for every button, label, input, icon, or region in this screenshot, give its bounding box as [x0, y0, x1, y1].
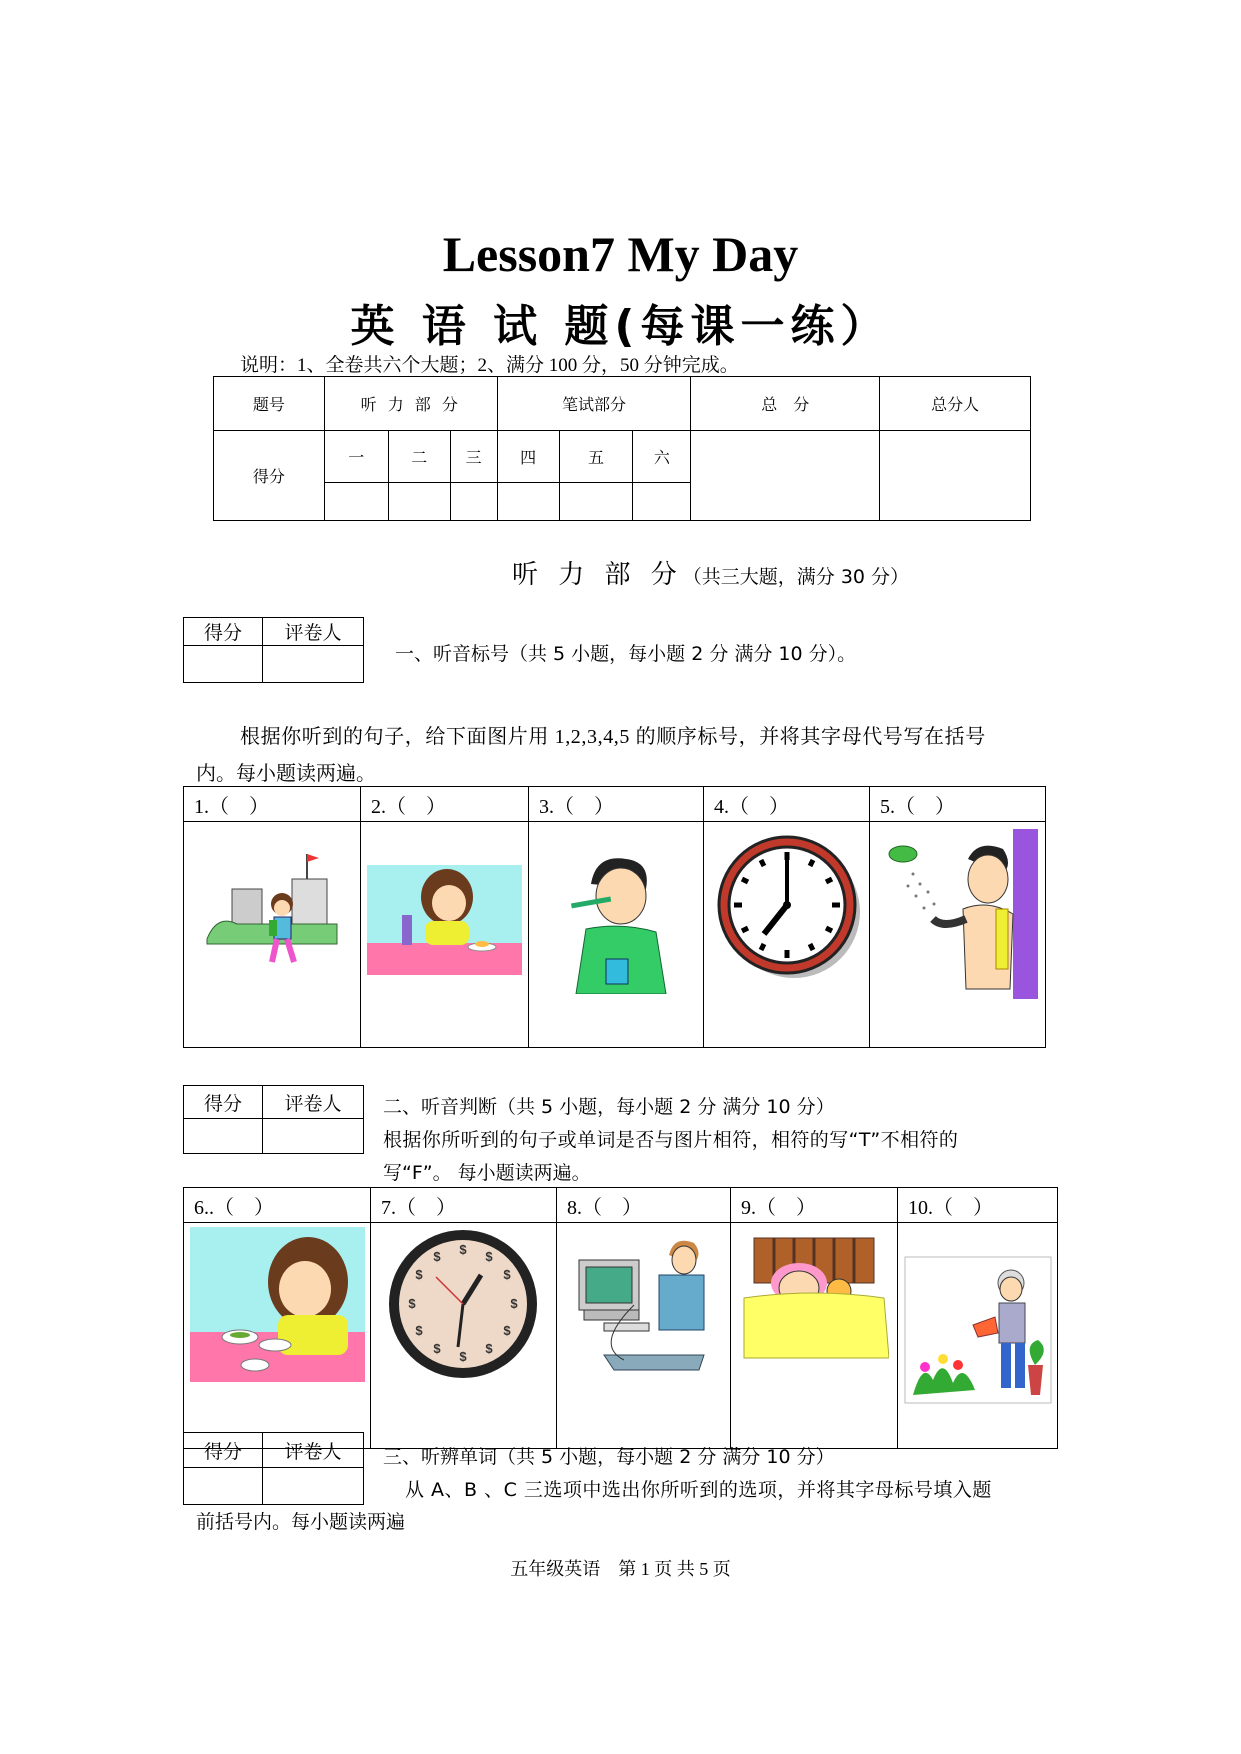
score-table — [213, 376, 1031, 521]
item-5-picture — [870, 822, 1046, 1048]
grader-score-label: 得分 — [184, 618, 263, 646]
grader-reviewer-input[interactable] — [263, 1468, 364, 1505]
grader-reviewer-label: 评卷人 — [263, 1433, 364, 1468]
item-1-label: 1.（ ） — [184, 787, 361, 822]
item-7-picture — [371, 1223, 557, 1449]
svg-text:$: $ — [503, 1267, 511, 1282]
part2-title: 二、听音判断（共 5 小题，每小题 2 分 满分 10 分） — [383, 1096, 835, 1118]
girl-sleeping-icon — [739, 1233, 889, 1363]
svg-text:$: $ — [433, 1341, 441, 1356]
grader-score-label: 得分 — [184, 1433, 263, 1468]
part1-desc-line1: 根据你听到的句子，给下面图片用 1,2,3,4,5 的顺序标号，并将其字母代号写在括号 — [240, 726, 986, 748]
part2-picture-table — [183, 1187, 1058, 1449]
boy-computer-icon — [574, 1235, 714, 1375]
svg-text:$: $ — [485, 1341, 493, 1356]
item-7-label: 7.（ ） — [371, 1188, 557, 1223]
wall-clock-icon — [386, 1227, 541, 1382]
part2-desc-line2: 写“F”。 每小题读两遍。 — [383, 1162, 591, 1184]
section-3: 三 — [450, 431, 497, 483]
svg-text:$: $ — [459, 1242, 467, 1257]
part3-desc-line2: 前括号内。每小题读两遍 — [196, 1511, 406, 1533]
grader-box-1 — [183, 617, 364, 683]
item-8-label: 8.（ ） — [557, 1188, 731, 1223]
part3-title: 三、听辨单词（共 5 小题，每小题 2 分 满分 10 分） — [383, 1446, 835, 1468]
section-2: 二 — [388, 431, 450, 483]
svg-text:$: $ — [433, 1249, 441, 1264]
item-10-label: 10.（ ） — [898, 1188, 1058, 1223]
header-grader: 总分人 — [880, 377, 1031, 431]
grader-reviewer-input[interactable] — [263, 646, 364, 683]
item-2-label: 2.（ ） — [361, 787, 529, 822]
header-written: 笔试部分 — [497, 377, 691, 431]
item-2-picture — [361, 822, 529, 1048]
section-6: 六 — [633, 431, 691, 483]
boy-shower-icon — [878, 824, 1038, 999]
score-cell[interactable] — [633, 483, 691, 521]
svg-text:$: $ — [510, 1296, 518, 1311]
grader-cell[interactable] — [880, 431, 1031, 521]
item-4-picture — [704, 822, 870, 1048]
total-score-cell[interactable] — [691, 431, 880, 521]
item-1-picture — [184, 822, 361, 1048]
boy-brushing-teeth-icon — [546, 844, 686, 994]
walking-to-school-icon — [197, 844, 347, 984]
header-question-no: 题号 — [214, 377, 325, 431]
section-1: 一 — [324, 431, 388, 483]
score-cell[interactable] — [559, 483, 633, 521]
listening-heading-text: 听 力 部 分 — [512, 560, 683, 590]
item-3-label: 3.（ ） — [529, 787, 704, 822]
score-cell[interactable] — [497, 483, 559, 521]
score-cell[interactable] — [388, 483, 450, 521]
part2-desc-line1: 根据你所听到的句子或单词是否与图片相符，相符的写“T”不相符的 — [383, 1129, 959, 1151]
svg-text:$: $ — [503, 1323, 511, 1338]
clock-seven-icon — [712, 830, 862, 980]
grader-box-3 — [183, 1432, 364, 1505]
listening-note: （共三大题，满分 30 分） — [682, 566, 910, 588]
svg-text:$: $ — [415, 1267, 423, 1282]
girl-eating-icon — [367, 865, 522, 975]
part1-title: 一、听音标号（共 5 小题，每小题 2 分 满分 10 分）。 — [395, 643, 857, 665]
section-4: 四 — [497, 431, 559, 483]
svg-text:$: $ — [459, 1349, 467, 1364]
grader-score-input[interactable] — [184, 1468, 263, 1505]
item-10-picture — [898, 1223, 1058, 1449]
part3-desc-line1: 从 A、B 、C 三选项中选出你所听到的选项，并将其字母标号填入题 — [405, 1479, 992, 1501]
instructions: 说明：1、全卷共六个大题；2、满分 100 分，50 分钟完成。 — [240, 355, 739, 376]
section-5: 五 — [559, 431, 633, 483]
item-3-picture — [529, 822, 704, 1048]
grandpa-watering-icon — [903, 1255, 1053, 1405]
part1-desc-line2: 内。每小题读两遍。 — [196, 763, 376, 785]
grader-score-input[interactable] — [184, 646, 263, 683]
svg-text:$: $ — [415, 1323, 423, 1338]
item-9-label: 9.（ ） — [731, 1188, 898, 1223]
svg-text:$: $ — [485, 1249, 493, 1264]
listening-heading — [512, 554, 909, 591]
item-5-label: 5.（ ） — [870, 787, 1046, 822]
page-footer: 五年级英语 第 1 页 共 5 页 — [510, 1559, 731, 1579]
header-listening: 听 力 部 分 — [324, 377, 497, 431]
grader-score-input[interactable] — [184, 1119, 263, 1154]
score-cell[interactable] — [324, 483, 388, 521]
score-cell[interactable] — [450, 483, 497, 521]
header-total: 总 分 — [691, 377, 880, 431]
score-label: 得分 — [214, 431, 325, 521]
item-9-picture — [731, 1223, 898, 1449]
grader-reviewer-label: 评卷人 — [263, 618, 364, 646]
page-title: Lesson7 My Day — [442, 226, 799, 282]
part1-picture-table — [183, 786, 1046, 1048]
item-6-picture — [184, 1223, 371, 1449]
grader-score-label: 得分 — [184, 1086, 263, 1119]
item-4-label: 4.（ ） — [704, 787, 870, 822]
grader-box-2 — [183, 1085, 364, 1154]
grader-reviewer-input[interactable] — [263, 1119, 364, 1154]
svg-text:$: $ — [408, 1296, 416, 1311]
girl-eating-lunch-icon — [190, 1227, 365, 1382]
grader-reviewer-label: 评卷人 — [263, 1086, 364, 1119]
page-subtitle: 英 语 试 题(每课一练） — [350, 301, 891, 352]
item-6-label: 6..（ ） — [184, 1188, 371, 1223]
item-8-picture — [557, 1223, 731, 1449]
